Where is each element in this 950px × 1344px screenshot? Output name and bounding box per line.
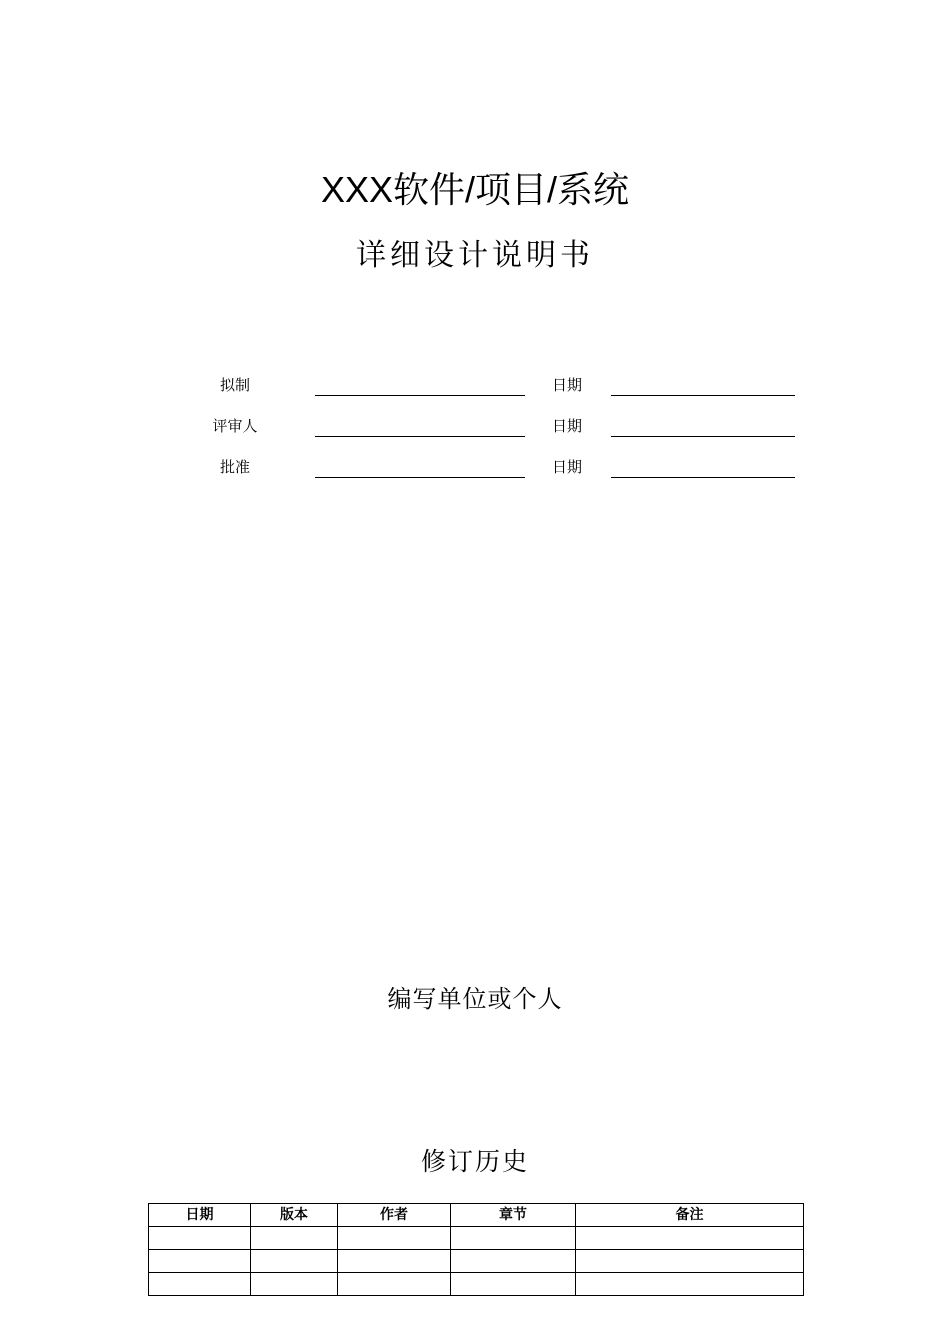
table-header-row	[149, 1204, 804, 1227]
signoff-role-label: 批准	[219, 458, 250, 476]
column-header-remarks: 备注	[576, 1204, 804, 1227]
document-title: XXX软件/项目/系统	[320, 169, 630, 210]
signoff-row-approval	[0, 453, 950, 483]
table-cell[interactable]	[576, 1250, 804, 1273]
date-label: 日期	[552, 417, 583, 435]
column-header-author: 作者	[338, 1204, 451, 1227]
date-line[interactable]	[611, 436, 795, 437]
table-cell[interactable]	[149, 1250, 251, 1273]
table-cell[interactable]	[251, 1227, 338, 1250]
table-cell[interactable]	[576, 1273, 804, 1296]
column-header-date: 日期	[149, 1204, 251, 1227]
table-cell[interactable]	[251, 1273, 338, 1296]
table-row	[149, 1227, 804, 1250]
signoff-row-draft	[0, 371, 950, 401]
date-line[interactable]	[611, 395, 795, 396]
table-row	[149, 1250, 804, 1273]
document-subtitle: 详细设计说明书	[356, 238, 594, 273]
table-cell[interactable]	[251, 1250, 338, 1273]
revision-history-title: 修订历史	[420, 1147, 529, 1176]
signature-line[interactable]	[315, 395, 525, 396]
table-cell[interactable]	[338, 1273, 451, 1296]
signoff-role-label: 评审人	[212, 417, 258, 435]
column-header-version: 版本	[251, 1204, 338, 1227]
signoff-role-label: 拟制	[219, 376, 250, 394]
table-cell[interactable]	[451, 1250, 576, 1273]
organization-label: 编写单位或个人	[387, 985, 563, 1013]
table-cell[interactable]	[576, 1227, 804, 1250]
table-cell[interactable]	[338, 1227, 451, 1250]
revision-history-table	[148, 1203, 804, 1296]
table-cell[interactable]	[451, 1227, 576, 1250]
date-label: 日期	[552, 458, 583, 476]
signature-line[interactable]	[315, 436, 525, 437]
table-cell[interactable]	[149, 1227, 251, 1250]
table-cell[interactable]	[149, 1273, 251, 1296]
column-header-section: 章节	[451, 1204, 576, 1227]
table-cell[interactable]	[338, 1250, 451, 1273]
signoff-row-reviewer	[0, 412, 950, 442]
date-label: 日期	[552, 376, 583, 394]
date-line[interactable]	[611, 477, 795, 478]
table-row	[149, 1273, 804, 1296]
table-cell[interactable]	[451, 1273, 576, 1296]
signature-line[interactable]	[315, 477, 525, 478]
